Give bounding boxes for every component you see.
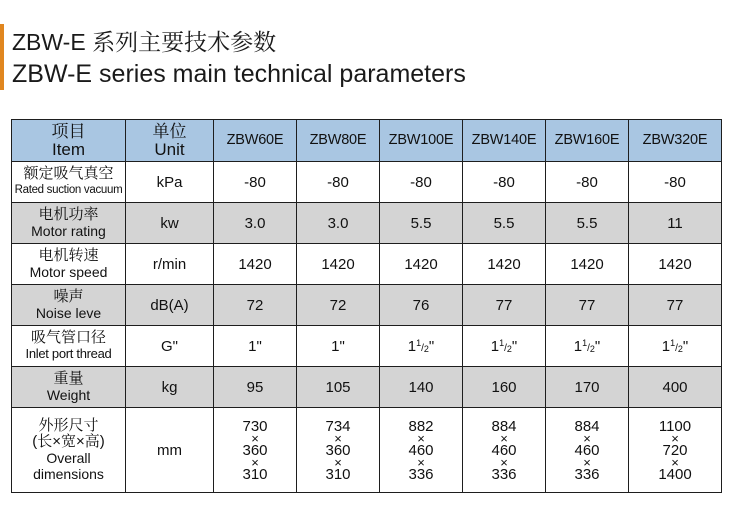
table-cell: 1420 bbox=[297, 244, 380, 285]
table-cell: -80 bbox=[463, 162, 546, 203]
title-en: ZBW-E series main technical parameters bbox=[12, 60, 466, 88]
title-zh: ZBW-E 系列主要技术参数 bbox=[12, 29, 277, 55]
header-unit: 单位 Unit bbox=[126, 120, 214, 162]
table-row-dimensions bbox=[12, 408, 722, 493]
table-cell: 730 × 360 × 310 bbox=[214, 408, 297, 493]
table-cell: 95 bbox=[214, 367, 297, 408]
table-cell: 1420 bbox=[380, 244, 463, 285]
table-row bbox=[12, 285, 722, 326]
table-cell: 170 bbox=[546, 367, 629, 408]
table-cell: $1^1/_2$" bbox=[629, 326, 722, 367]
table-cell: $1^1/_2$" bbox=[380, 326, 463, 367]
header-model: ZBW140E bbox=[463, 120, 546, 162]
table-cell: 882 × 460 × 336 bbox=[380, 408, 463, 493]
header-model: ZBW320E bbox=[629, 120, 722, 162]
table-row bbox=[12, 326, 722, 367]
table-cell: 1420 bbox=[546, 244, 629, 285]
row-unit: r/min bbox=[126, 244, 214, 285]
row-label: 重量 Weight bbox=[12, 367, 126, 408]
table-cell: 77 bbox=[546, 285, 629, 326]
page-title bbox=[12, 26, 466, 90]
table-cell: 884 × 460 × 336 bbox=[546, 408, 629, 493]
table-cell: 1420 bbox=[629, 244, 722, 285]
row-unit: dB(A) bbox=[126, 285, 214, 326]
table-cell: -80 bbox=[629, 162, 722, 203]
row-unit: mm bbox=[126, 408, 214, 493]
header-model: ZBW160E bbox=[546, 120, 629, 162]
row-unit: kg bbox=[126, 367, 214, 408]
table-row bbox=[12, 203, 722, 244]
spec-table bbox=[11, 119, 722, 493]
table-cell: 1420 bbox=[463, 244, 546, 285]
table-cell: 5.5 bbox=[380, 203, 463, 244]
table-cell: $1^1/_2$" bbox=[463, 326, 546, 367]
table-cell: -80 bbox=[297, 162, 380, 203]
header-model: ZBW100E bbox=[380, 120, 463, 162]
row-label: 额定吸气真空 Rated suction vacuum bbox=[12, 162, 126, 203]
table-cell: 3.0 bbox=[297, 203, 380, 244]
table-cell: 11 bbox=[629, 203, 722, 244]
table-row bbox=[12, 244, 722, 285]
table-cell: -80 bbox=[546, 162, 629, 203]
table-cell: 1100 × 720 × 1400 bbox=[629, 408, 722, 493]
row-unit: kw bbox=[126, 203, 214, 244]
table-cell: 1" bbox=[214, 326, 297, 367]
table-cell: $1^1/_2$" bbox=[546, 326, 629, 367]
table-cell: 76 bbox=[380, 285, 463, 326]
table-cell: 105 bbox=[297, 367, 380, 408]
table-cell: 5.5 bbox=[546, 203, 629, 244]
table-cell: 77 bbox=[629, 285, 722, 326]
table-row bbox=[12, 162, 722, 203]
row-label: 噪声 Noise leve bbox=[12, 285, 126, 326]
title-accent-bar bbox=[0, 24, 4, 90]
table-cell: 140 bbox=[380, 367, 463, 408]
header-model: ZBW80E bbox=[297, 120, 380, 162]
row-label: 电机功率 Motor rating bbox=[12, 203, 126, 244]
table-cell: -80 bbox=[380, 162, 463, 203]
row-label: 吸气管口径 Inlet port thread bbox=[12, 326, 126, 367]
table-cell: 734 × 360 × 310 bbox=[297, 408, 380, 493]
row-unit: G" bbox=[126, 326, 214, 367]
table-cell: 72 bbox=[297, 285, 380, 326]
table-cell: 884 × 460 × 336 bbox=[463, 408, 546, 493]
table-cell: 72 bbox=[214, 285, 297, 326]
header-row bbox=[12, 120, 722, 162]
table-row bbox=[12, 367, 722, 408]
table-cell: 400 bbox=[629, 367, 722, 408]
row-label: 外形尺寸 (长×宽×高) Overall dimensions bbox=[12, 408, 126, 493]
row-label: 电机转速 Motor speed bbox=[12, 244, 126, 285]
table-cell: 160 bbox=[463, 367, 546, 408]
table-cell: 1" bbox=[297, 326, 380, 367]
table-cell: 3.0 bbox=[214, 203, 297, 244]
row-unit: kPa bbox=[126, 162, 214, 203]
table-cell: 5.5 bbox=[463, 203, 546, 244]
header-model: ZBW60E bbox=[214, 120, 297, 162]
table-cell: -80 bbox=[214, 162, 297, 203]
table-cell: 77 bbox=[463, 285, 546, 326]
table-cell: 1420 bbox=[214, 244, 297, 285]
header-item: 项目 Item bbox=[12, 120, 126, 162]
